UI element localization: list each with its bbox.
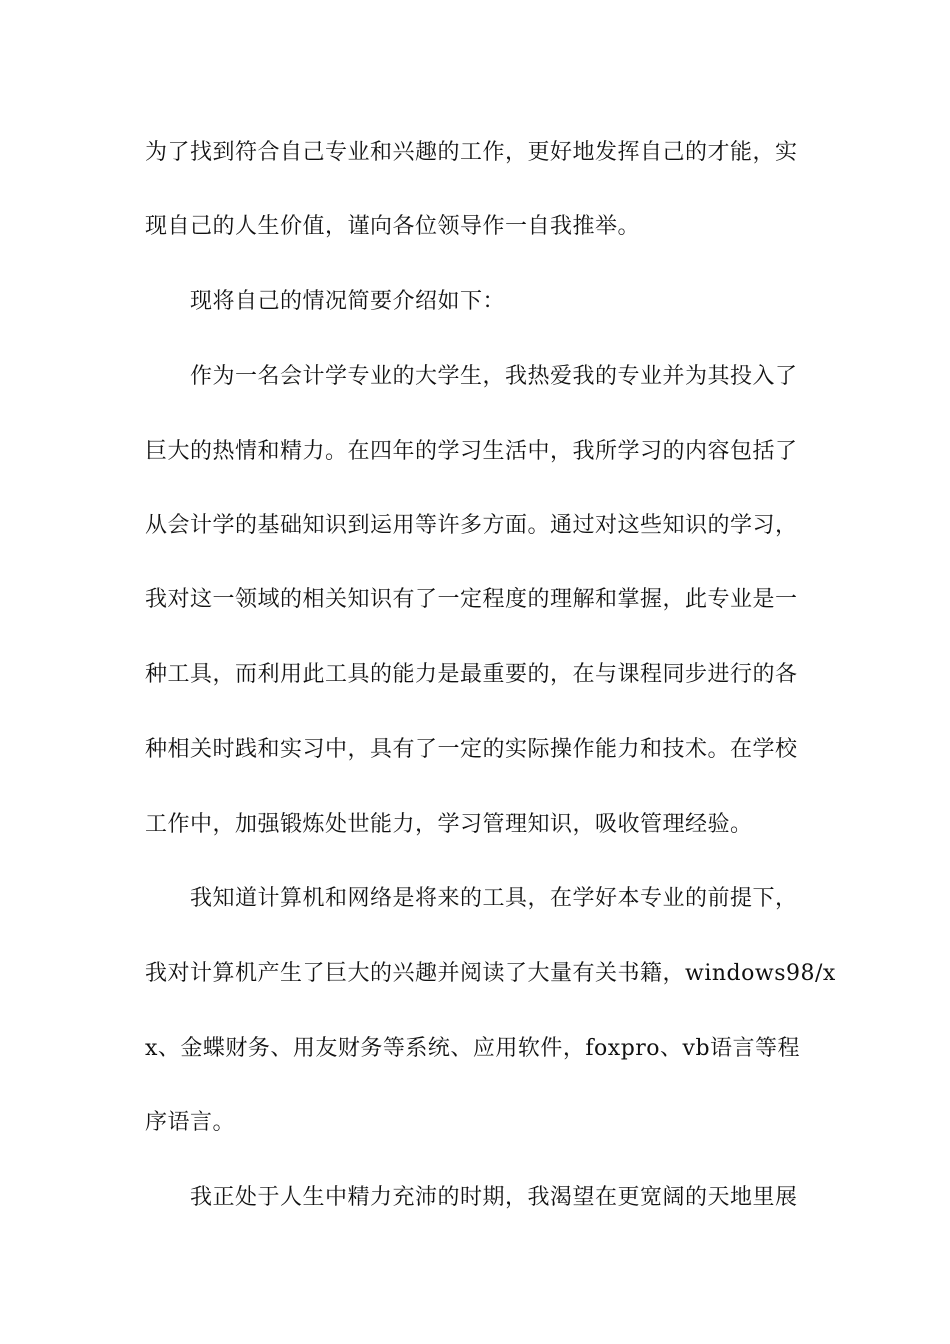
text-line: 现将自己的情况简要介绍如下： [190, 289, 506, 314]
text-line: 我知道计算机和网络是将来的工具，在学好本专业的前提下， [190, 886, 798, 911]
text-line: 种相关时践和实习中，具有了一定的实际操作能力和技术。在学校 [145, 737, 798, 762]
text-line: 种工具，而利用此工具的能力是最重要的，在与课程同步进行的各 [145, 662, 798, 687]
text-line: x、金蝶财务、用友财务等系统、应用软件，foxpro、vb语言等程 [145, 1036, 801, 1061]
text-line: 我对计算机产生了巨大的兴趣并阅读了大量有关书籍，windows98/x [145, 961, 836, 986]
text-line: 为了找到符合自己专业和兴趣的工作，更好地发挥自己的才能，实 [145, 140, 798, 165]
text-line: 我正处于人生中精力充沛的时期，我渴望在更宽阔的天地里展 [190, 1185, 798, 1210]
text-line: 作为一名会计学专业的大学生，我热爱我的专业并为其投入了 [190, 364, 798, 389]
text-line: 工作中，加强锻炼处世能力，学习管理知识，吸收管理经验。 [145, 812, 753, 837]
text-line: 我对这一领域的相关知识有了一定程度的理解和掌握，此专业是一 [145, 587, 798, 612]
text-line: 从会计学的基础知识到运用等许多方面。通过对这些知识的学习， [145, 513, 798, 538]
text-line: 现自己的人生价值，谨向各位领导作一自我推举。 [145, 214, 641, 239]
text-line: 巨大的热情和精力。在四年的学习生活中，我所学习的内容包括了 [145, 439, 798, 464]
text-line: 序语言。 [145, 1110, 236, 1135]
